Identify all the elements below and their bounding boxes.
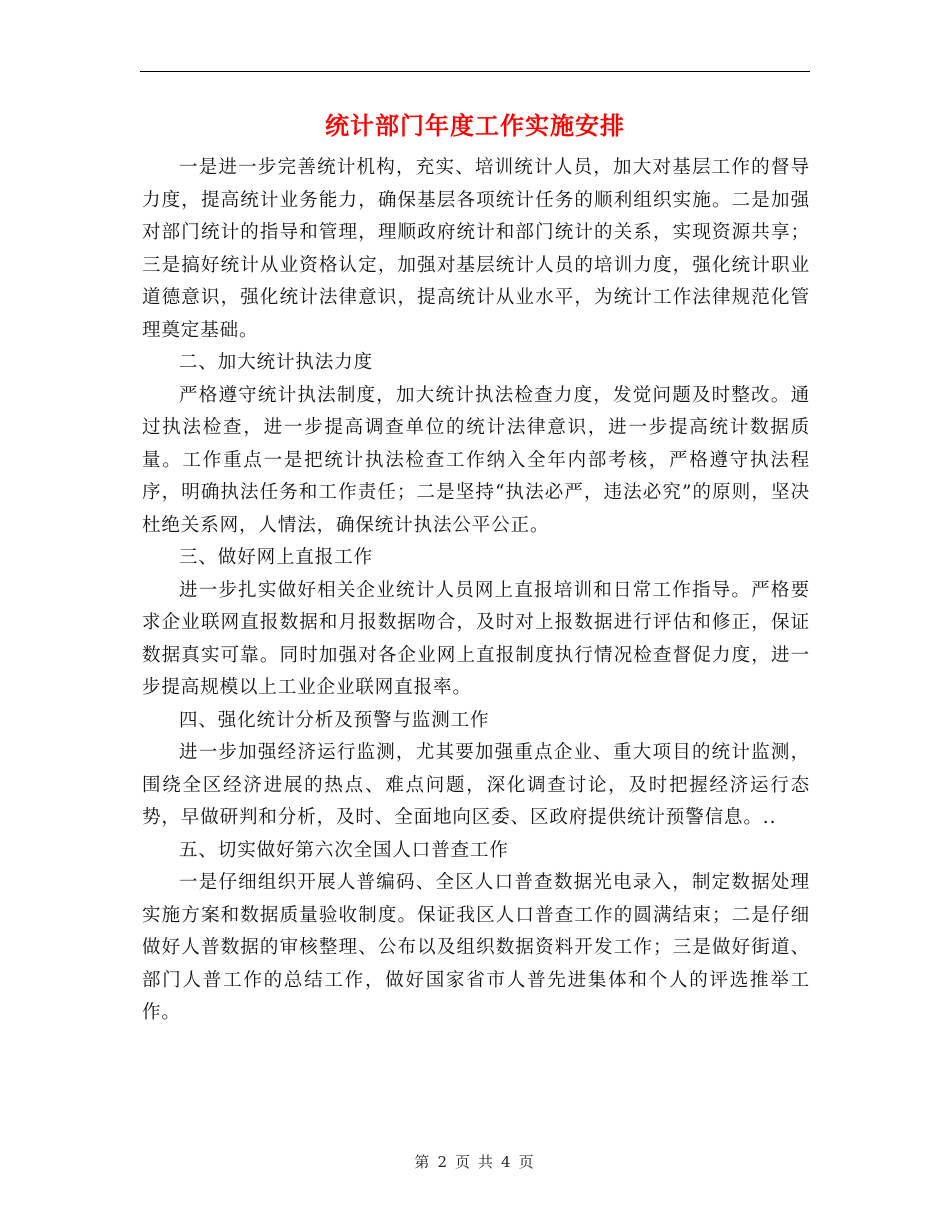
page-footer <box>0 1150 950 1174</box>
paragraph-intro: 一是进一步完善统计机构，充实、培训统计人员，加大对基层工作的督导力度，提高统计业务能力，确保基层各项统计任务的顺利组织实施。二是加强对部门统计的指导和管理，理顺政府统计和部门统计的关系，实现资源共享；三是搞好统计从业资格认定，加强对基层统计人员的培训力度，强化统计职业道德意识，强化统计法律意识，提高统计从业水平，为统计工作法律规范化管理奠定基础。 <box>142 157 810 341</box>
section-heading-3: 三、做好网上直报工作 <box>179 547 374 568</box>
section-heading-4: 四、强化统计分析及预警与监测工作 <box>179 709 490 731</box>
paragraph-census: 一是仔细组织开展人普编码、全区人口普查数据光电录入，制定数据处理实施方案和数据质量验收制度。保证我区人口普查工作的圆满结束；二是仔细做好人普数据的审核整理、公布以及组织数据资料开发工作；三是做好街道、部门人普工作的总结工作，做好国家省市人普先进集体和个人的评选推举工作。 <box>142 872 810 1023</box>
document-body <box>142 152 810 1030</box>
section-heading-2: 二、加大统计执法力度 <box>179 352 374 373</box>
footer-total-word: 共 <box>478 1153 496 1171</box>
paragraph-online-reporting: 进一步扎实做好相关企业统计人员网上直报培训和日常工作指导。严格要求企业联网直报数据和月报数据吻合，及时对上报数据进行评估和修正，保证数据真实可靠。同时加强对各企业网上直报制度执行情况检查督促力度，进一步提高规模以上工业企业联网直报率。 <box>142 579 810 698</box>
footer-prefix: 第 <box>414 1153 432 1171</box>
footer-suffix: 页 <box>518 1153 536 1171</box>
footer-current-page: 2 <box>437 1153 449 1171</box>
document-title: 统计部门年度工作实施安排 <box>325 112 625 140</box>
footer-page-word: 页 <box>454 1153 472 1171</box>
section-heading-5: 五、切实做好第六次全国人口普查工作 <box>179 839 509 861</box>
paragraph-enforcement: 严格遵守统计执法制度，加大统计执法检查力度，发觉问题及时整改。通过执法检查，进一步提高调查单位的统计法律意识，进一步提高统计数据质量。工作重点一是把统计执法检查工作纳入全年内部考核，严格遵守执法程序，明确执法任务和工作责任；二是坚持“执法必严，违法必究”的原则，坚决杜绝关系网，人情法，确保统计执法公平公正。 <box>142 384 810 536</box>
header-rule <box>140 71 810 72</box>
footer-total-pages: 4 <box>501 1153 513 1171</box>
paragraph-analysis: 进一步加强经济运行监测，尤其要加强重点企业、重大项目的统计监测，围绕全区经济进展的热点、难点问题，深化调查讨论，及时把握经济运行态势，早做研判和分析，及时、全面地向区委、区政府提供统计预警信息。.. <box>142 742 810 828</box>
